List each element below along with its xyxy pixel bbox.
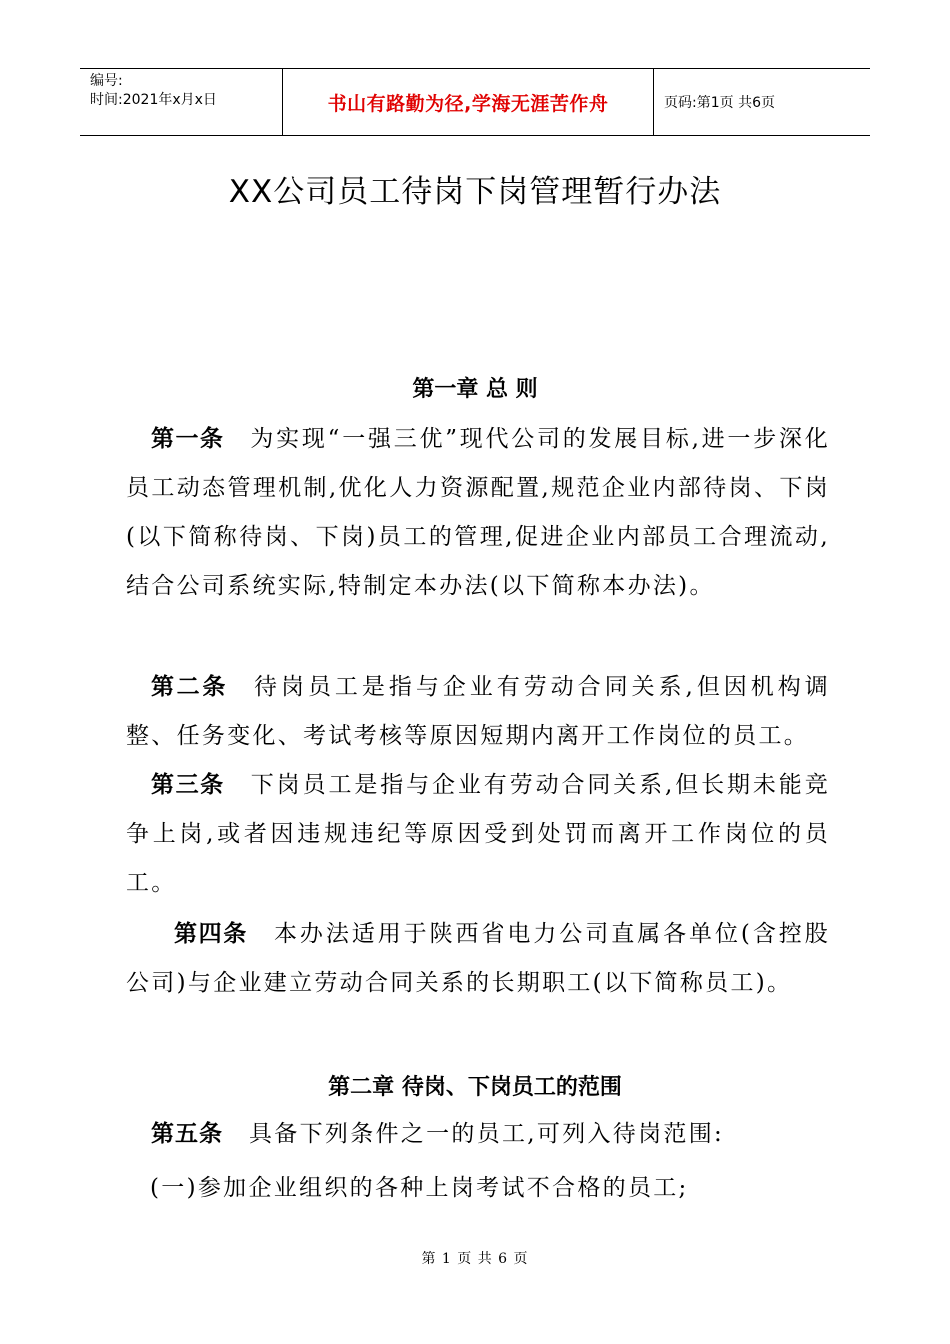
article — [126, 662, 830, 761]
article — [126, 909, 830, 1008]
article-label: 第四条 — [174, 920, 248, 947]
article-text: 为实现“一强三优”现代公司的发展目标,进一步深化员工动态管理机制,优化人力资源配置,规范企业内部待岗、下岗(以下简称待岗、下岗)员工的管理,促进企业内部员工合理流动,结合公司系统实际,特制定本办法(以下简称本办法)。 — [126, 426, 831, 599]
article-text: 本办法适用于陕西省电力公司直属各单位(含控股公司)与企业建立劳动合同关系的长期职工(以下简称员工)。 — [126, 921, 831, 996]
article-text: 下岗员工是指与企业有劳动合同关系,但长期未能竞争上岗,或者因违规违纪等原因受到处罚而离开工作岗位的员工。 — [126, 772, 830, 896]
article — [126, 760, 830, 908]
document-title: XX公司员工待岗下岗管理暂行办法 — [228, 174, 722, 210]
chapter-heading: 第一章 总 则 — [412, 376, 538, 402]
list-item: (一)参加企业组织的各种上岗考试不合格的员工; — [150, 1175, 689, 1201]
article-label: 第一条 — [151, 425, 225, 452]
article-text: 具备下列条件之一的员工,可列入待岗范围: — [249, 1121, 725, 1147]
article-label: 第二条 — [151, 673, 229, 700]
article — [126, 414, 830, 611]
page-footer: 第 1 页 共 6 页 — [421, 1251, 529, 1267]
header-meta — [80, 69, 282, 135]
article-label: 第五条 — [151, 1120, 223, 1147]
document-number-label: 编号: — [90, 73, 123, 89]
article — [126, 1109, 830, 1159]
document-time-label: 时间:2021年x月x日 — [90, 92, 217, 108]
header-motto: 书山有路勤为径,学海无涯苦作舟 — [282, 69, 654, 135]
header-page-info: 页码:第1页 共6页 — [664, 95, 775, 111]
article-text: 待岗员工是指与企业有劳动合同关系,但因机构调整、任务变化、考试考核等原因短期内离开工作岗位的员工。 — [126, 674, 830, 749]
document-header — [80, 68, 870, 136]
chapter-heading: 第二章 待岗、下岗员工的范围 — [328, 1074, 622, 1100]
article-label: 第三条 — [151, 771, 225, 798]
